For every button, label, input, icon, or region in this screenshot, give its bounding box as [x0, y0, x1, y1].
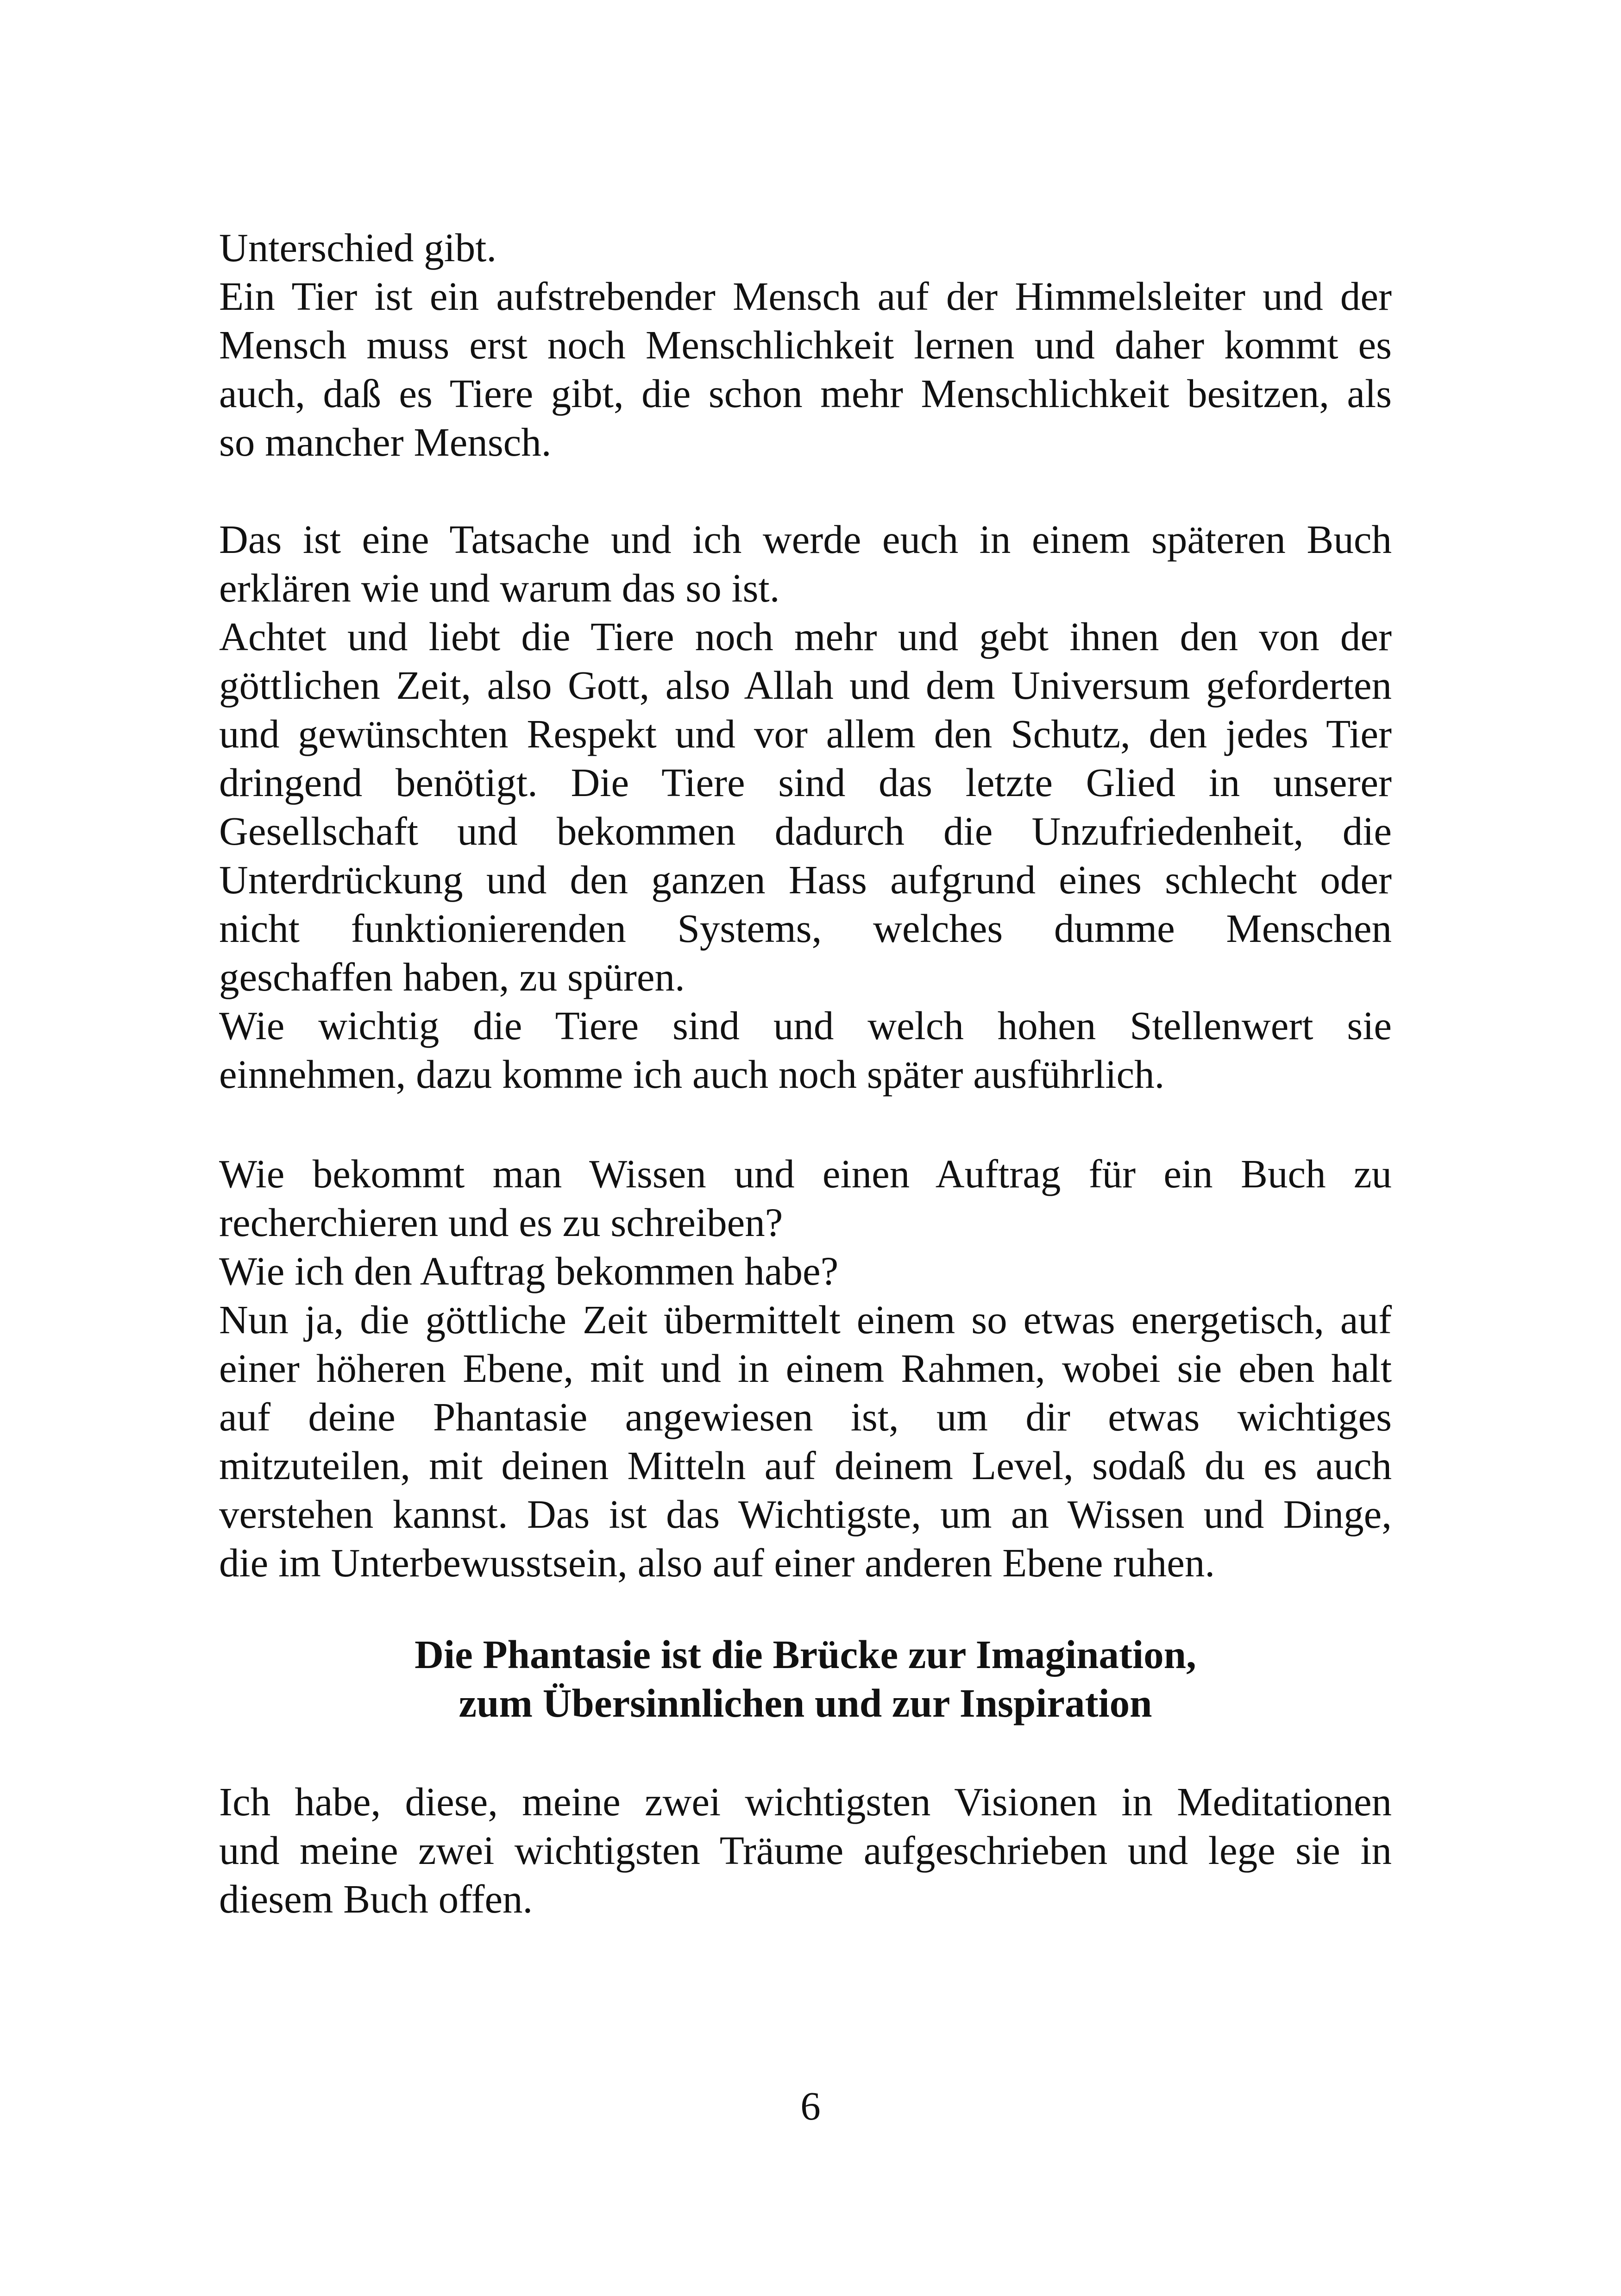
heading-line: Die Phantasie ist die Brücke zur Imagination, [415, 1632, 1196, 1677]
text-line: recherchieren und es zu schreiben? [219, 1200, 783, 1245]
text-line: diesem Buch offen. [219, 1876, 533, 1921]
text-line: Wie wichtig die Tiere sind und welch hohen Stellenwert sie [219, 1003, 1392, 1048]
text-line: Ich habe, diese, meine zwei wichtigsten Visionen in Meditationen [219, 1779, 1392, 1824]
text-line: göttlichen Zeit, also Gott, also Allah und dem Universum geforderten [219, 663, 1392, 708]
text-line: die im Unterbewusstsein, also auf einer anderen Ebene ruhen. [219, 1540, 1215, 1585]
paragraph-block-2 [219, 515, 1392, 1098]
text-line: auch, daß es Tiere gibt, die schon mehr Menschlichkeit besitzen, als [219, 371, 1392, 416]
text-line: Wie ich den Auftrag bekommen habe? [219, 1248, 839, 1293]
text-line: Mensch muss erst noch Menschlichkeit lernen und daher kommt es [219, 322, 1392, 367]
text-line: und gewünschten Respekt und vor allem den Schutz, den jedes Tier [219, 711, 1392, 756]
text-line: verstehen kannst. Das ist das Wichtigste, um an Wissen und Dinge, [219, 1492, 1392, 1537]
text-line: Das ist eine Tatsache und ich werde euch in einem späteren Buch [219, 517, 1392, 562]
text-line: geschaffen haben, zu spüren. [219, 954, 685, 999]
text-line: dringend benötigt. Die Tiere sind das letzte Glied in unserer [219, 760, 1392, 805]
page-number: 6 [800, 2083, 821, 2128]
section-heading [219, 1630, 1392, 1727]
paragraph-block-3 [219, 1149, 1392, 1587]
text-line: einnehmen, dazu komme ich auch noch später ausführlich. [219, 1052, 1165, 1097]
text-line: Gesellschaft und bekommen dadurch die Unzufriedenheit, die [219, 809, 1392, 853]
text-line: einer höheren Ebene, mit und in einem Rahmen, wobei sie eben halt [219, 1346, 1392, 1391]
text-line: und meine zwei wichtigsten Träume aufgeschrieben und lege sie in [219, 1828, 1392, 1873]
text-line: mitzuteilen, mit deinen Mitteln auf deinem Level, sodaß du es auch [219, 1443, 1392, 1488]
heading-line: zum Übersinnlichen und zur Inspiration [459, 1681, 1152, 1725]
text-line: Wie bekommt man Wissen und einen Auftrag für ein Buch zu [219, 1151, 1392, 1196]
text-line: nicht funktionierenden Systems, welches dumme Menschen [219, 906, 1392, 951]
text-line: erklären wie und warum das so ist. [219, 565, 780, 610]
text-line: Unterschied gibt. [219, 225, 497, 270]
text-line: Achtet und liebt die Tiere noch mehr und gebt ihnen den von der [219, 614, 1392, 659]
text-line: Unterdrückung und den ganzen Hass aufgrund eines schlecht oder [219, 857, 1392, 902]
text-line: Ein Tier ist ein aufstrebender Mensch auf der Himmelsleiter und der [219, 274, 1392, 319]
text-line: so mancher Mensch. [219, 420, 552, 464]
text-line: auf deine Phantasie angewiesen ist, um dir etwas wichtiges [219, 1394, 1392, 1439]
closing-paragraph [219, 1777, 1392, 1923]
paragraph-block-1 [219, 223, 1392, 466]
text-line: Nun ja, die göttliche Zeit übermittelt einem so etwas energetisch, auf [219, 1297, 1392, 1342]
